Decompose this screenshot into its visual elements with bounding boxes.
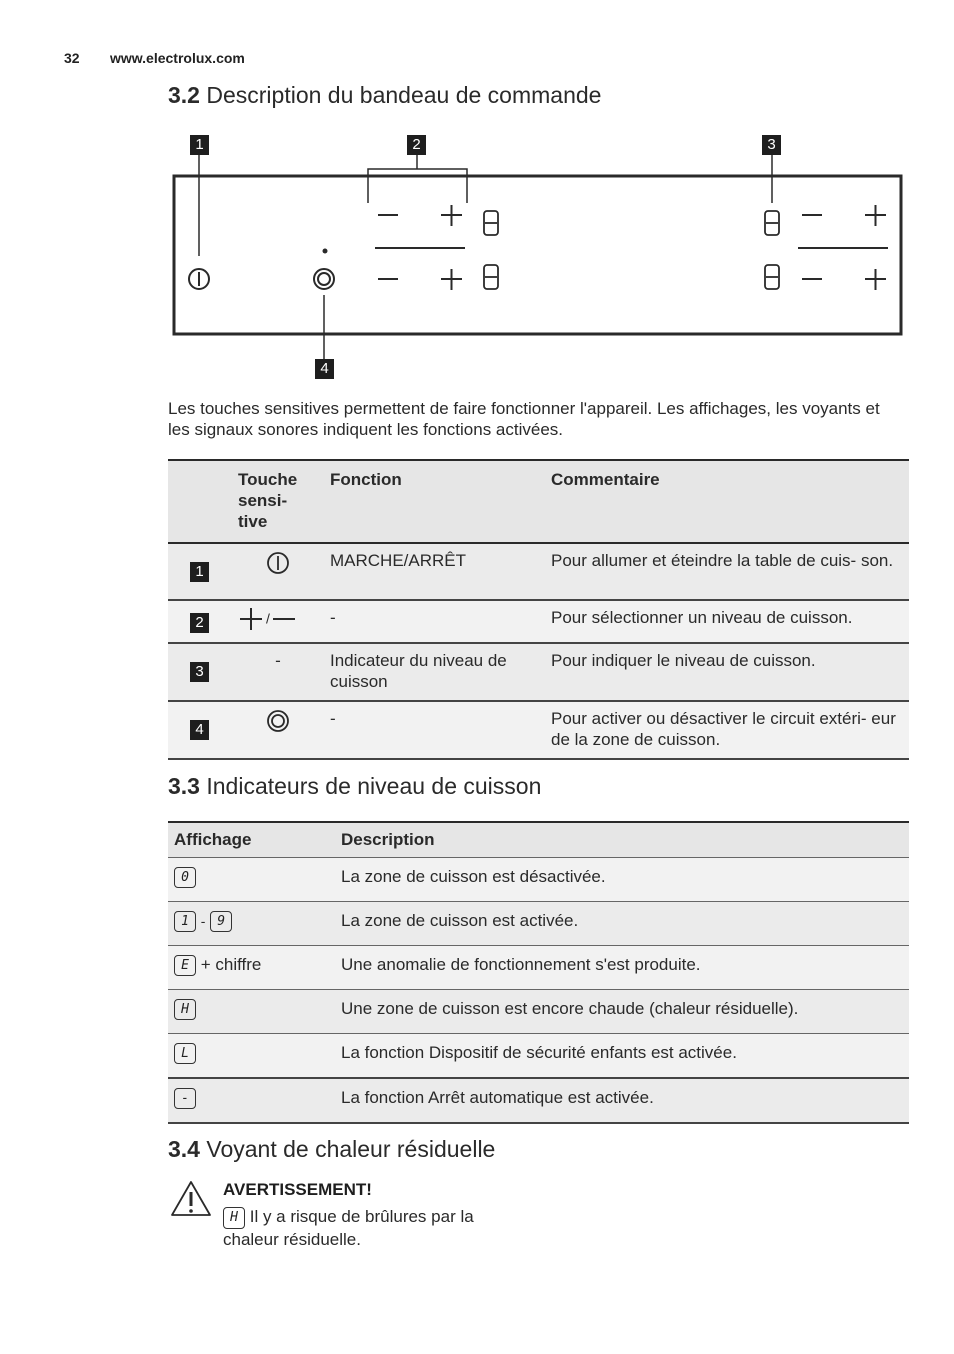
row-number: 2	[190, 613, 209, 633]
comment-cell: Pour sélectionner un niveau de cuisson.	[551, 608, 853, 627]
table-row	[168, 902, 909, 946]
touch-separator: /	[266, 610, 270, 627]
row-number: 1	[190, 562, 209, 582]
description-cell: Une zone de cuisson est encore chaude (chaleur résiduelle).	[341, 999, 799, 1018]
dual-circuit-icon	[314, 269, 334, 289]
indicator-dot	[323, 249, 328, 254]
function-cell: -	[330, 608, 336, 627]
callout-4: 4	[315, 359, 334, 379]
comment-cell: Pour allumer et éteindre la table de cuis- son.	[551, 551, 894, 570]
display-symbol: H	[174, 999, 196, 1020]
plus-icon	[238, 607, 266, 631]
intro-paragraph: Les touches sensitives permettent de faire fonctionner l'appareil. Les affichages, les voyants et les signaux sonores indiquent les fonctions activées.	[168, 399, 880, 439]
row-number: 4	[190, 720, 209, 740]
section-number: 3.4	[168, 1136, 200, 1162]
power-icon	[189, 269, 209, 289]
touch-controls-table	[168, 459, 909, 760]
col-header-touch: Touche sensi- tive	[238, 470, 298, 531]
touch-cell: -	[275, 651, 281, 670]
function-cell: -	[330, 709, 336, 728]
section-number: 3.3	[168, 773, 200, 799]
table-row	[168, 543, 909, 600]
col-header-display: Affichage	[168, 822, 335, 858]
function-cell: Indicateur du niveau de cuisson	[330, 651, 507, 691]
callout-1: 1	[190, 135, 209, 155]
section-title: Indicateurs de niveau de cuisson	[206, 773, 542, 799]
table-row	[168, 1034, 909, 1079]
display-symbol: E	[174, 955, 196, 976]
comment-cell: Pour indiquer le niveau de cuisson.	[551, 651, 816, 670]
table-row	[168, 990, 909, 1034]
minus-icon	[270, 607, 298, 631]
col-header-description: Description	[335, 822, 909, 858]
display-symbol: H	[223, 1207, 245, 1229]
display-symbol: L	[174, 1043, 196, 1064]
comment-cell: Pour activer ou désactiver le circuit extéri- eur de la zone de cuisson.	[551, 709, 896, 749]
warning-text-block	[223, 1206, 503, 1251]
table-row	[168, 946, 909, 990]
description-cell: La fonction Arrêt automatique est activée.	[341, 1088, 654, 1107]
website-url: www.electrolux.com	[110, 50, 245, 66]
section-number: 3.2	[168, 82, 200, 108]
power-level-displays	[484, 211, 779, 289]
power-icon	[265, 550, 291, 576]
display-symbol: 0	[174, 867, 196, 888]
col-header-comment: Commentaire	[551, 470, 660, 489]
description-cell: La fonction Dispositif de sécurité enfants est activée.	[341, 1043, 737, 1062]
table-row	[168, 600, 909, 643]
warning-title: AVERTISSEMENT!	[223, 1180, 372, 1199]
cooking-level-indicators-table	[168, 821, 909, 1124]
table-row	[168, 701, 909, 759]
warning-icon	[170, 1180, 212, 1218]
display-suffix: + chiffre	[200, 955, 262, 974]
page-number: 32	[64, 50, 80, 66]
table-header-row	[168, 822, 909, 858]
display-symbol: 1	[174, 911, 196, 932]
display-symbol: 9	[210, 911, 232, 932]
description-cell: La zone de cuisson est activée.	[341, 911, 579, 930]
description-cell: Une anomalie de fonctionnement s'est produite.	[341, 955, 701, 974]
row-number: 3	[190, 662, 209, 682]
section-3-3-heading	[168, 773, 541, 800]
callout-3: 3	[762, 135, 781, 155]
section-3-4-heading	[168, 1136, 495, 1163]
description-cell: La zone de cuisson est désactivée.	[341, 867, 606, 886]
table-header-row	[168, 460, 909, 543]
range-separator: -	[200, 913, 206, 929]
table-row	[168, 1078, 909, 1123]
section-title: Description du bandeau de commande	[206, 82, 602, 108]
display-symbol: -	[174, 1088, 196, 1109]
function-cell: MARCHE/ARRÊT	[330, 551, 467, 570]
table-row	[168, 858, 909, 902]
warning-text: Il y a risque de brûlures par la chaleur résiduelle.	[223, 1207, 474, 1249]
section-title: Voyant de chaleur résiduelle	[206, 1136, 496, 1162]
table-row	[168, 643, 909, 701]
dual-circuit-icon	[265, 708, 291, 734]
control-panel-diagram	[0, 0, 954, 400]
col-header-function: Fonction	[330, 470, 402, 489]
callout-2: 2	[407, 135, 426, 155]
